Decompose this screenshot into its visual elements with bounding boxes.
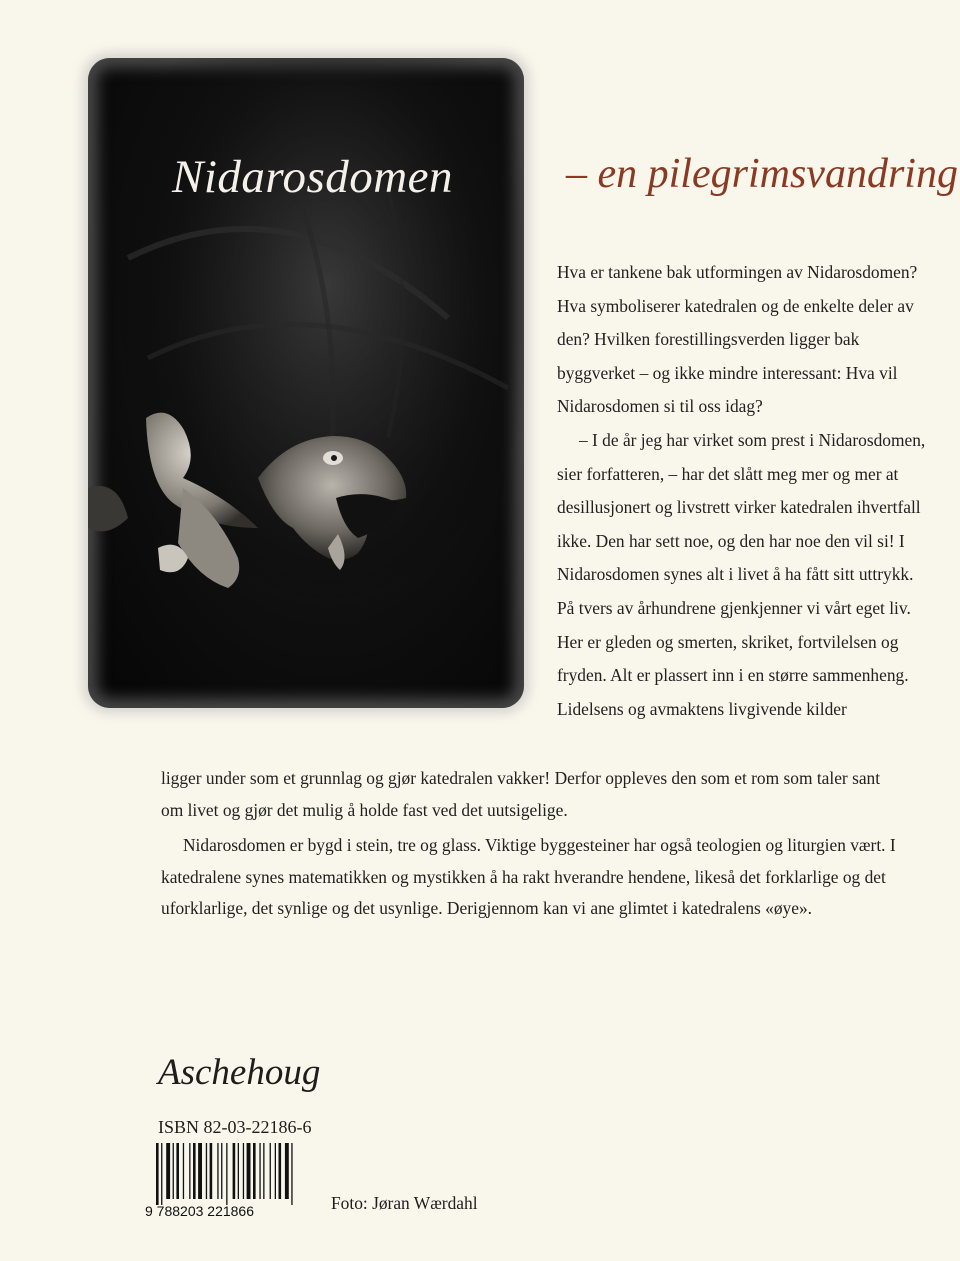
barcode-bar bbox=[291, 1143, 292, 1205]
barcode-bars bbox=[156, 1143, 293, 1205]
barcode-bar bbox=[176, 1143, 179, 1199]
barcode-bar bbox=[263, 1143, 264, 1199]
barcode-bar bbox=[206, 1143, 207, 1199]
barcode-bar bbox=[161, 1143, 162, 1205]
barcode-bar bbox=[217, 1143, 218, 1199]
blurb-paragraph-1: Hva er tankene bak utformingen av Nidarosdomen? Hva symboliserer katedralen og de enkelte deler av den? Hvilken forestillingsverden ligger bak byggverket – og ikke mindre interessant: Hva vil Nidarosdomen si til oss idag? bbox=[557, 262, 918, 417]
blurb-paragraph-3: ligger under som et grunnlag og gjør katedralen vakker! Derfor oppleves den som et rom som taler sant om livet og gjør det mulig å holde fast ved det uutsigelige. bbox=[161, 768, 881, 820]
barcode-bar bbox=[233, 1143, 236, 1199]
barcode-bar bbox=[221, 1143, 222, 1199]
barcode-bar bbox=[173, 1143, 174, 1199]
blurb-column bbox=[557, 256, 927, 726]
barcode-bar bbox=[238, 1143, 239, 1199]
photo-credit: Foto: Jøran Wærdahl bbox=[331, 1193, 478, 1213]
blurb-full-width bbox=[161, 763, 906, 925]
barcode-bar bbox=[193, 1143, 196, 1199]
barcode-bar bbox=[166, 1143, 170, 1199]
barcode-bar bbox=[226, 1143, 227, 1205]
barcode bbox=[144, 1141, 319, 1219]
barcode-bar bbox=[210, 1143, 213, 1199]
barcode-bar bbox=[189, 1143, 190, 1199]
barcode-bar bbox=[198, 1143, 202, 1199]
barcode-digits: 9 788203 221866 bbox=[145, 1203, 254, 1219]
barcode-bar bbox=[279, 1143, 282, 1199]
blurb-paragraph-4: Nidarosdomen er bygd i stein, tre og glass. Viktige byggesteiner har også teologien og liturgien vært. I katedralene synes matematikken og mystikken å ha rakt hverandre hendene, likeså det forklarlige og det uforklarlige, det synlige og det usynlige. Derigjennom kan vi ane glimtet i katedralens «øye». bbox=[161, 835, 896, 918]
barcode-bar bbox=[247, 1143, 251, 1199]
barcode-bar bbox=[285, 1143, 289, 1199]
publisher-logo: Aschehoug bbox=[158, 1052, 321, 1093]
barcode-bar bbox=[243, 1143, 244, 1199]
barcode-bar bbox=[275, 1143, 276, 1199]
barcode-bar bbox=[270, 1143, 271, 1199]
barcode-bar bbox=[253, 1143, 256, 1199]
barcode-bar bbox=[156, 1143, 159, 1205]
isbn-number: ISBN 82-03-22186-6 bbox=[158, 1117, 312, 1137]
book-subtitle: – en pilegrimsvandring bbox=[566, 151, 958, 197]
blurb-paragraph-2: – I de år jeg har virket som prest i Nidarosdomen, sier forfatteren, – har det slått meg mer og mer at desillusjonert og livstrett virker katedralen ihvertfall ikke. Den har sett noe, og den har noe den vil si! I Nidarosdomen synes alt i livet å ha fått sitt uttrykk. På tvers av århundrene gjenkjenner vi vårt eget liv. Her er gleden og smerten, skriket, fortvilelsen og fryden. Alt er plassert inn i en større sammenheng. Lidelsens og avmaktens livgivende kilder bbox=[557, 429, 926, 719]
barcode-bar bbox=[259, 1143, 260, 1199]
barcode-bar bbox=[183, 1143, 184, 1199]
book-title: Nidarosdomen bbox=[172, 151, 454, 203]
